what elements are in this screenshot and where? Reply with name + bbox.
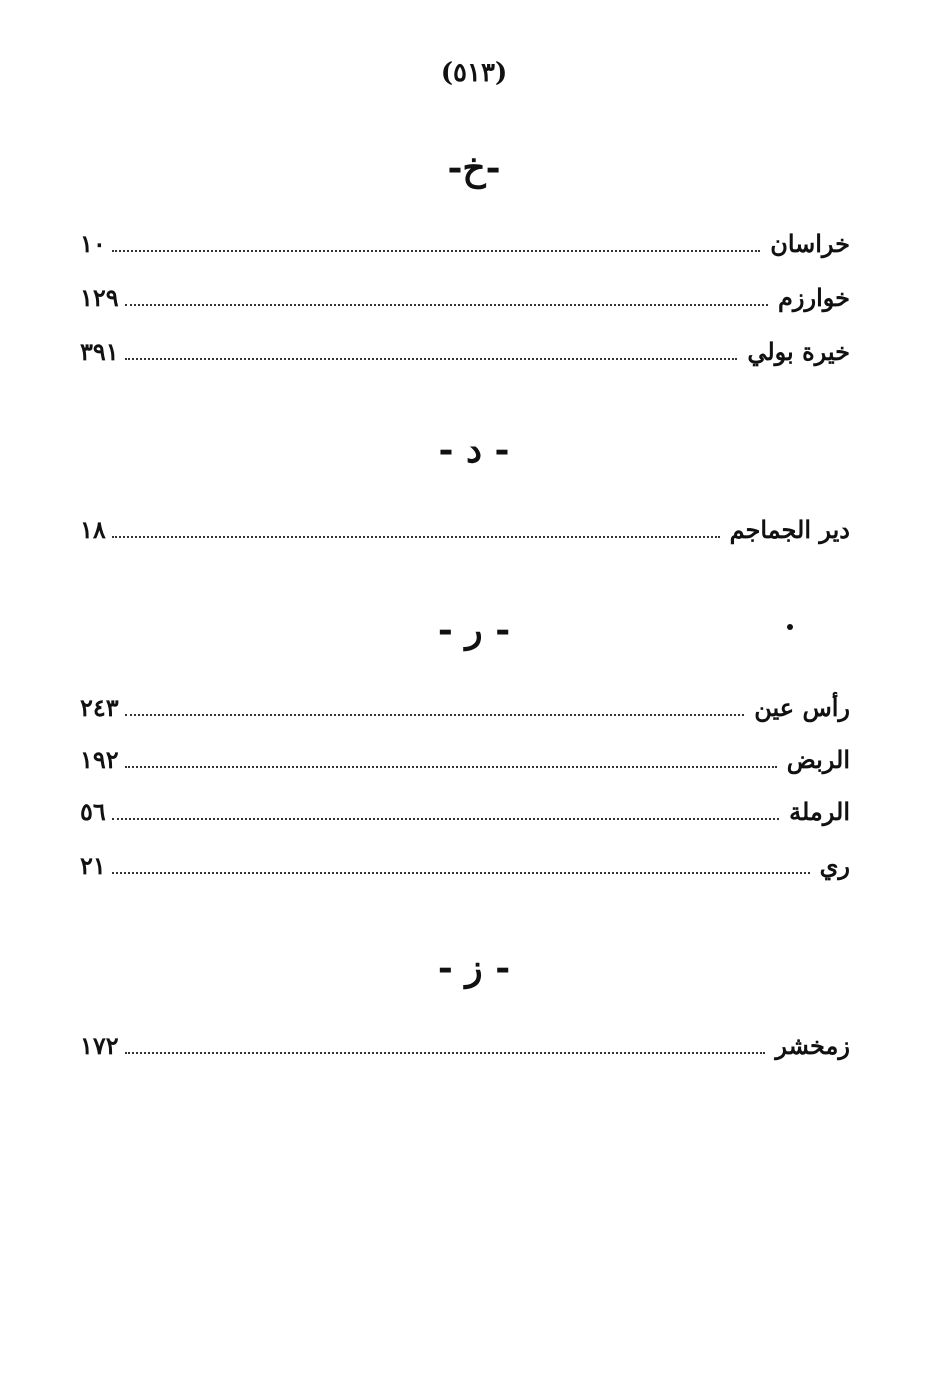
index-entry: [80, 1026, 850, 1060]
entry-name: خراسان: [770, 229, 850, 258]
section-header: -خ-: [447, 147, 501, 189]
index-entry: [80, 740, 850, 774]
index-entry: [80, 510, 850, 544]
index-entry: [80, 332, 850, 366]
entry-page: ٥٦: [80, 797, 106, 826]
section-header: - ز -: [437, 947, 511, 989]
index-entry: [80, 278, 850, 312]
entry-name: الربض: [786, 745, 850, 774]
dot-leader: [112, 536, 720, 538]
dot-leader: [112, 818, 779, 820]
index-entry: [80, 846, 850, 880]
entry-name: الرملة: [789, 797, 850, 826]
entry-name: خوارزم: [778, 283, 850, 312]
dot-leader: [125, 1052, 766, 1054]
section-header: - ر -: [437, 609, 511, 651]
stray-mark: [787, 624, 793, 630]
entry-page: ٢١: [80, 851, 106, 880]
entry-name: خيرة بولي: [747, 337, 850, 366]
index-entry: [80, 224, 850, 258]
entry-page: ٣٩١: [80, 337, 119, 366]
dot-leader: [125, 358, 738, 360]
entry-name: رأس عين: [754, 693, 850, 722]
entry-name: دير الجماجم: [729, 515, 850, 544]
dot-leader: [112, 872, 810, 874]
entry-page: ١٨: [80, 515, 106, 544]
entry-name: ري: [819, 851, 850, 880]
section-header: - د -: [438, 429, 510, 471]
dot-leader: [125, 304, 768, 306]
dot-leader: [125, 714, 745, 716]
entry-page: ١٧٢: [80, 1031, 119, 1060]
index-entry: [80, 792, 850, 826]
entry-name: زمخشر: [775, 1031, 850, 1060]
dot-leader: [125, 766, 777, 768]
page-number: (٥١٣): [440, 58, 508, 88]
entry-page: ٢٤٣: [80, 693, 119, 722]
dot-leader: [112, 250, 760, 252]
entry-page: ١٠: [80, 229, 106, 258]
entry-page: ١٢٩: [80, 283, 119, 312]
index-entry: [80, 688, 850, 722]
entry-page: ١٩٢: [80, 745, 119, 774]
